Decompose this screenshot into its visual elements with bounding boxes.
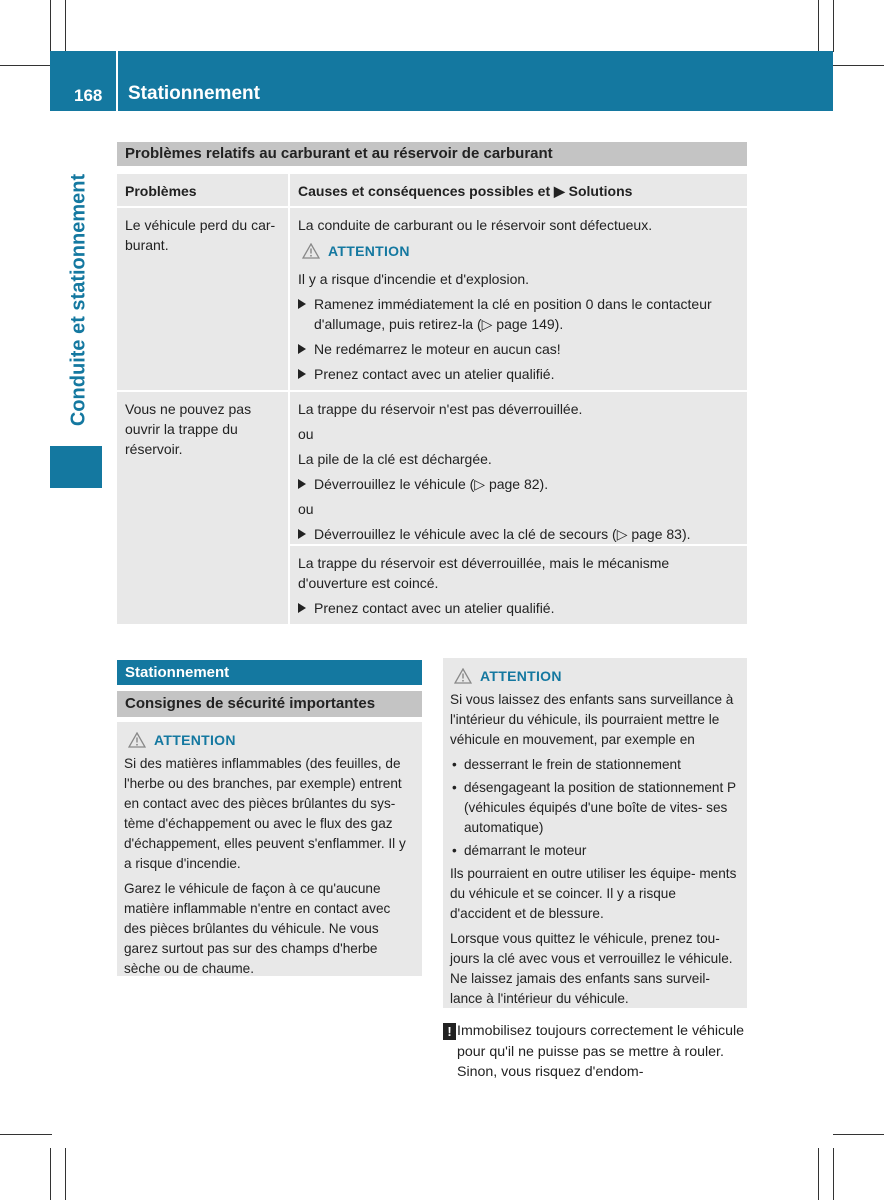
cause-text: La trappe du réservoir n'est pas déverrouillée. <box>298 401 583 417</box>
exclamation-icon: ! <box>443 1023 456 1040</box>
page-number: 168 <box>74 86 103 105</box>
crop-mark <box>833 1134 884 1135</box>
arrow-right-icon <box>298 369 306 379</box>
table-row-2-cause-b <box>290 546 747 624</box>
cause-text: La trappe du réservoir est déverrouillée, mais le mécanisme d'ouverture est coincé. <box>298 555 670 591</box>
warning-heading <box>454 666 740 686</box>
table-header-causes: Causes et conséquences possibles et ▶ Solutions <box>290 174 747 206</box>
right-warning-box <box>443 658 747 1008</box>
warning-text: Ils pourraient en outre utiliser les équipe- ments du véhicule et se coincer. Il y a risque d'accident et de blessure. <box>450 866 737 921</box>
step-text: Déverrouillez le véhicule avec la clé de secours (▷ page 83). <box>314 526 691 542</box>
or-text: ou <box>298 501 314 517</box>
side-tab-marker <box>50 446 102 488</box>
arrow-right-icon <box>298 603 306 613</box>
warning-label: ATTENTION <box>328 243 410 259</box>
table-row-2-problem <box>117 392 288 624</box>
left-warning-box <box>117 722 422 976</box>
table-row-2-cause-a <box>290 392 747 544</box>
crop-mark <box>833 65 884 66</box>
warning-label: ATTENTION <box>480 668 562 684</box>
crop-mark <box>833 1148 834 1200</box>
problem-text: Le véhicule perd du car- burant. <box>125 217 276 253</box>
arrow-right-icon <box>298 529 306 539</box>
arrow-right-icon <box>298 479 306 489</box>
problem-text: Vous ne pouvez pas ouvrir la trappe du réservoir. <box>125 401 252 457</box>
list-item: • desserrant le frein de stationnement <box>450 755 740 775</box>
side-tab-label: Conduite et stationnement <box>67 173 90 427</box>
warning-triangle-icon <box>454 668 472 684</box>
table-row-1-cause <box>290 208 747 390</box>
crop-mark <box>0 1134 52 1135</box>
warning-text: Si des matières inflammables (des feuilles, de l'herbe ou des branches, par exemple) entrent en contact avec des pièces brûlantes du sys- tème d'échappement ou avec le flux des gaz d'échappement, elles peuvent s'enflammer. Il y a risque d'incendie. <box>124 756 406 871</box>
step-text: Ne redémarrez le moteur en aucun cas! <box>314 341 561 357</box>
crop-mark <box>833 0 834 52</box>
cause-text: La conduite de carburant ou le réservoir sont défectueux. <box>298 217 653 233</box>
warning-text: Garez le véhicule de façon à ce qu'aucune matière inflammable n'entre en contact avec des pièces brûlantes du véhicule. Ne vous garez surtout pas sur des champs d'herbe sèche ou de chaume. <box>124 881 391 976</box>
warning-label: ATTENTION <box>154 732 236 748</box>
warning-triangle-icon <box>128 732 146 748</box>
note-text: Immobilisez toujours correctement le véhicule pour qu'il ne puisse pas se mettre à rouler. Sinon, vous risquez d'endom- <box>457 1023 745 1080</box>
crop-mark <box>50 1148 51 1200</box>
crop-mark <box>0 65 52 66</box>
section-title: Stationnement <box>117 660 422 685</box>
crop-mark <box>818 0 819 52</box>
table-header-problems: Problèmes <box>117 174 288 206</box>
solution-step <box>298 524 739 544</box>
section-subtitle: Consignes de sécurité importantes <box>117 691 422 717</box>
solution-step <box>298 339 739 359</box>
cause-text: La pile de la clé est déchargée. <box>298 451 492 467</box>
table-row-1-problem <box>117 208 288 390</box>
page-title: Stationnement <box>128 83 260 104</box>
warning-text: Si vous laissez des enfants sans surveillance à l'intérieur du véhicule, ils pourraient mettre le véhicule en mouvement, par exemple en <box>450 692 734 747</box>
step-text: Ramenez immédiatement la clé en position 0 dans le contacteur d'allumage, puis retirez-la (▷ page 149). <box>314 296 712 332</box>
list-item: • démarrant le moteur <box>450 841 740 861</box>
crop-mark <box>65 1148 66 1200</box>
solution-step <box>298 294 739 334</box>
solution-step <box>298 364 739 384</box>
crop-mark <box>50 0 51 52</box>
crop-mark <box>818 1148 819 1200</box>
header-divider <box>116 51 118 111</box>
arrow-right-icon <box>298 299 306 309</box>
arrow-right-icon <box>298 344 306 354</box>
warning-triangle-icon <box>302 243 320 259</box>
damage-note <box>443 1021 749 1083</box>
crop-mark <box>65 0 66 52</box>
warning-text: Il y a risque d'incendie et d'explosion. <box>298 271 530 287</box>
warning-text: Lorsque vous quittez le véhicule, prenez tou- jours la clé avec vous et verrouillez le véhicule. Ne laissez jamais des enfants sans surveil- lance à l'intérieur du véhicule. <box>450 931 733 1006</box>
warning-heading <box>128 730 415 750</box>
or-text: ou <box>298 426 314 442</box>
list-item: • désengageant la position de stationnement P (véhicules équipés d'une boîte de vites- ses automatique) <box>450 778 740 838</box>
step-text: Déverrouillez le véhicule (▷ page 82). <box>314 476 549 492</box>
warning-heading <box>302 241 739 261</box>
solution-step <box>298 598 739 618</box>
step-text: Prenez contact avec un atelier qualifié. <box>314 600 555 616</box>
step-text: Prenez contact avec un atelier qualifié. <box>314 366 555 382</box>
table-title: Problèmes relatifs au carburant et au réservoir de carburant <box>117 142 747 166</box>
solution-step <box>298 474 739 494</box>
